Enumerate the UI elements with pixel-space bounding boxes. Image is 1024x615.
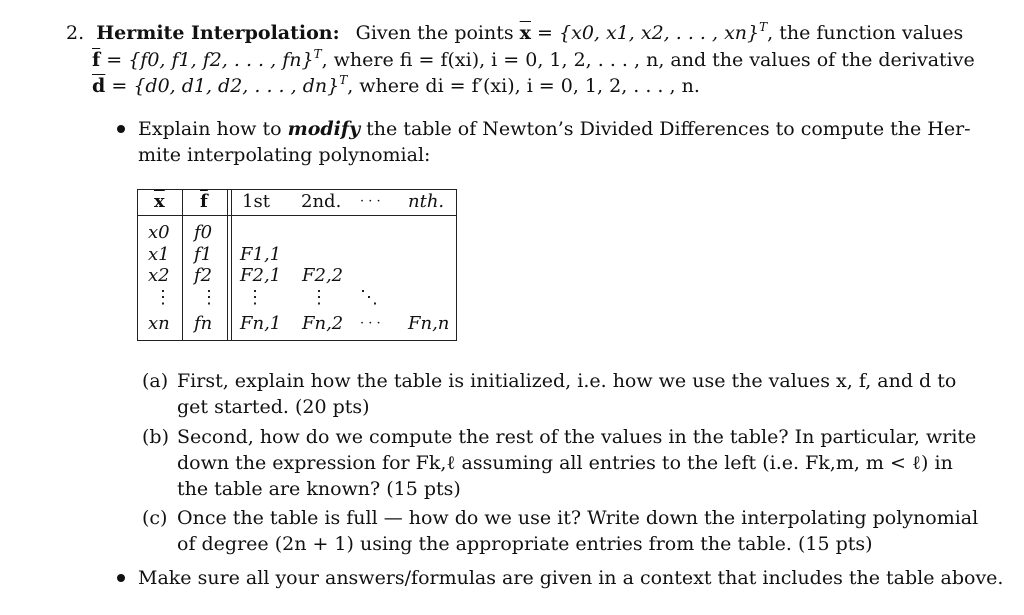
f-cell-0: f0 [194, 222, 213, 243]
bullet-1-modify: modify [287, 118, 361, 140]
bullet-1-line-1 [138, 116, 971, 142]
part-a-line-1: First, explain how the table is initialized, i.e. how we use the values x, f, and d to [177, 370, 957, 392]
f-cell-1: f1 [194, 244, 213, 265]
given-text: Given the points [355, 22, 514, 44]
f-cell-vdots: ⋮ [200, 287, 218, 308]
d-set: {d0, d1, d2, . . . , dn} [133, 75, 340, 97]
bullet-dot-1 [117, 125, 125, 133]
d-vector-symbol: $\overline{d}$ [92, 75, 106, 97]
part-b-line-1: Second, how do we compute the rest of the values in the table? In particular, write [177, 426, 977, 448]
where-fi-text: , where fi = f(xi), i = 0, 1, 2, . . . , n, and the values of the derivative [321, 49, 975, 71]
second-cell-2: F2,2 [302, 265, 344, 286]
transpose-symbol-3: T [339, 73, 348, 87]
header-x: $\overline{x}$ [154, 191, 165, 212]
problem-number: 2. [66, 22, 85, 44]
part-b-label: (b) [142, 426, 169, 448]
problem-header-line-2 [92, 47, 975, 73]
x-vector-symbol: $\overline{x}$ [519, 22, 531, 44]
part-c-line-1: Once the table is full — how do we use it? Write down the interpolating polynomial [177, 507, 979, 529]
first-cell-n: Fn,1 [240, 313, 282, 334]
x-set: {x0, x1, x2, . . . , xn} [559, 22, 760, 44]
first-cell-1: F1,1 [240, 244, 282, 265]
f-cell-2: f2 [194, 265, 213, 286]
last-row-dots: · · · [360, 316, 381, 331]
function-values-text: , the function values [767, 22, 964, 44]
equals-sign: = [537, 22, 553, 44]
second-cell-n: Fn,2 [302, 313, 344, 334]
transpose-symbol-2: T [313, 47, 322, 61]
bullet-1-line-2: mite interpolating polynomial: [138, 144, 431, 166]
header-nth: nth. [408, 191, 445, 212]
f-set: {f0, f1, f2, . . . , fn} [128, 49, 314, 71]
problem-header-line-3 [92, 73, 700, 99]
header-1st: 1st [242, 191, 270, 212]
bullet-1-text-b: the table of Newton’s Divided Differences to compute the Her- [366, 118, 971, 140]
second-cell-vdots: ⋮ [310, 287, 328, 308]
first-cell-2: F2,1 [240, 265, 282, 286]
equals-sign-2: = [106, 49, 123, 71]
part-c-label: (c) [142, 507, 168, 529]
nth-cell-n: Fn,n [408, 313, 450, 334]
first-cell-vdots: ⋮ [246, 287, 264, 308]
part-b-line-3: the table are known? (15 pts) [177, 478, 461, 500]
table-col-divider-2 [227, 190, 228, 340]
header-2nd: 2nd. [301, 191, 342, 212]
header-dots: · · · [360, 194, 381, 209]
problem-header-line-1 [66, 20, 963, 46]
table-col-divider-3 [231, 190, 232, 340]
x-cell-0: x0 [148, 222, 170, 243]
part-b-line-2: down the expression for Fk,ℓ assuming all entries to the left (i.e. Fk,m, m < ℓ) in [177, 452, 953, 474]
table-header-divider [138, 215, 456, 216]
x-cell-2: x2 [148, 265, 170, 286]
diagonal-dots: ⋱ [360, 287, 378, 308]
equals-sign-3: = [111, 75, 128, 97]
part-a-line-2: get started. (20 pts) [177, 396, 370, 418]
table-col-divider-1 [182, 190, 183, 340]
part-a-label: (a) [142, 370, 169, 392]
x-cell-1: x1 [148, 244, 170, 265]
divided-differences-table [137, 189, 457, 341]
problem-title: Hermite Interpolation: [96, 22, 340, 44]
f-cell-n: fn [194, 313, 213, 334]
part-c-line-2: of degree (2n + 1) using the appropriate entries from the table. (15 pts) [177, 533, 873, 555]
bullet-2-text: Make sure all your answers/formulas are given in a context that includes the table above. [138, 567, 1004, 589]
header-f: $\overline{f}$ [200, 191, 208, 212]
transpose-symbol: T [759, 20, 768, 34]
x-cell-n: xn [148, 313, 170, 334]
where-di-text: , where di = f′(xi), i = 0, 1, 2, . . . , n. [347, 75, 700, 97]
x-cell-vdots: ⋮ [154, 287, 172, 308]
bullet-dot-2 [117, 574, 125, 582]
f-vector-symbol: $\overline{f}$ [92, 49, 101, 71]
bullet-1-text-a: Explain how to [138, 118, 282, 140]
